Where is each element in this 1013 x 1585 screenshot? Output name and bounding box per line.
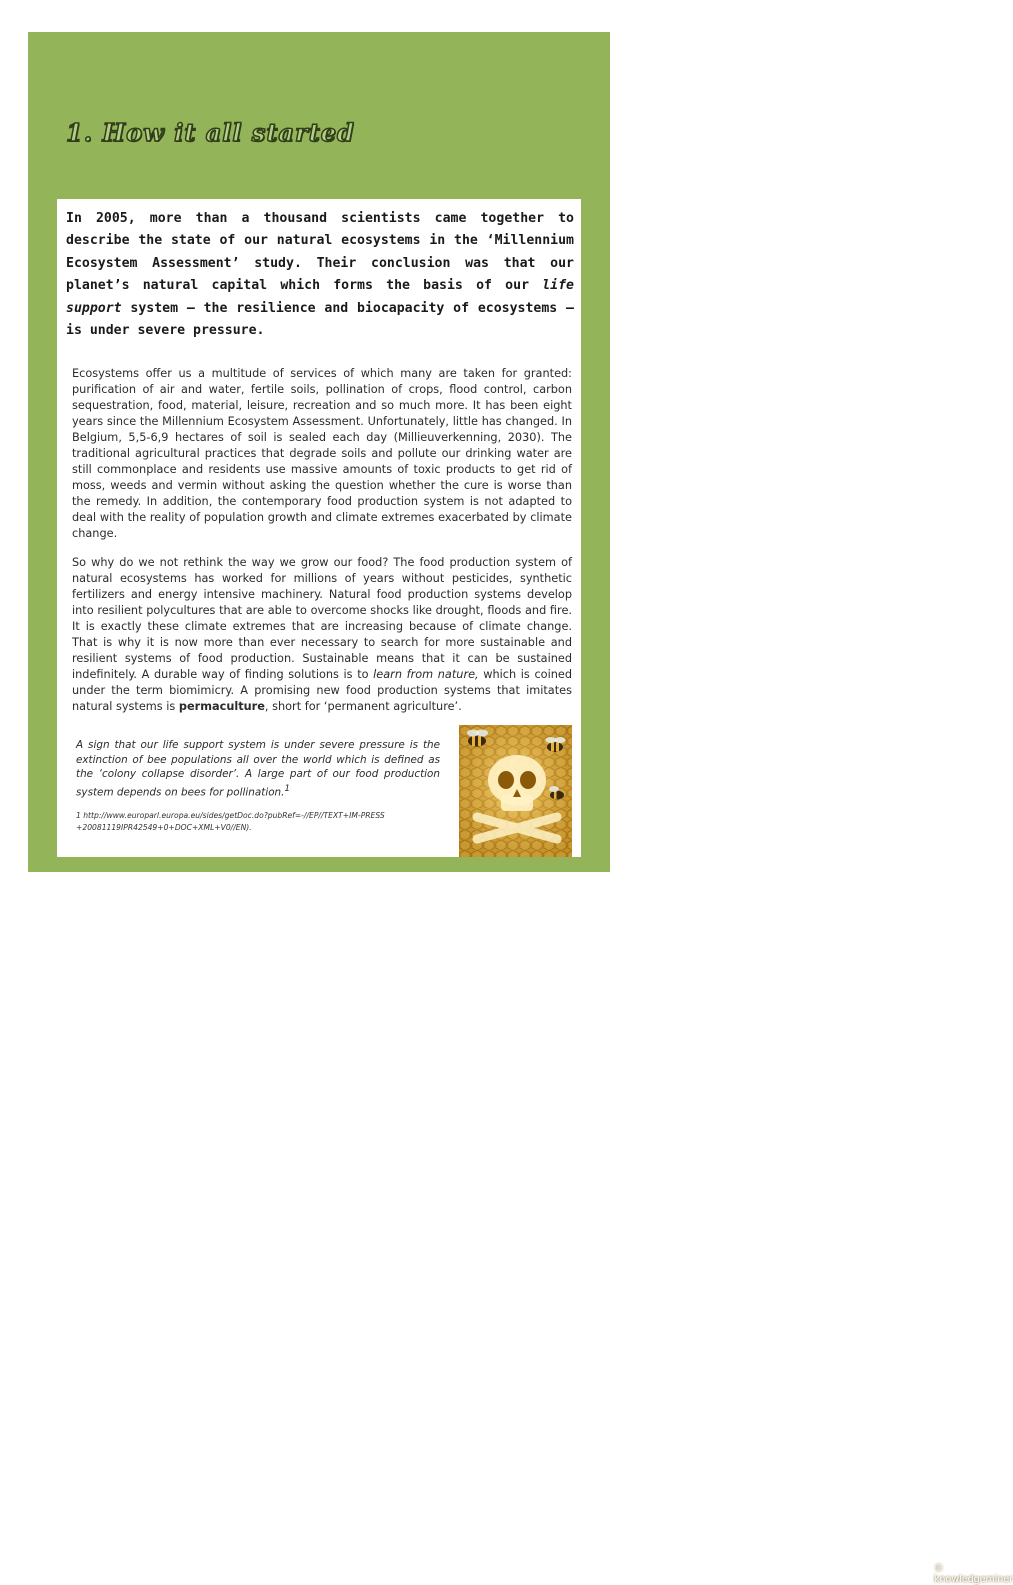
permaculture-term: permaculture bbox=[178, 700, 265, 713]
honeycomb-bee-photo bbox=[459, 725, 1013, 1585]
section-title: 1. How it all started bbox=[66, 118, 355, 147]
bee-note-text: A sign that our life support system is under severe pressure is the extinction of bee populations all over the world which is defined as the ‘colony collapse disorder’. A large part of our food production system depends on bees for pollination. bbox=[76, 739, 440, 799]
footnote: 1 http://www.europarl.europa.eu/sides/getDoc.do?pubRef=-//EP//TEXT+IM-PRESS +20081119IPR42549+0+DOC+XML+V0//EN). bbox=[76, 811, 385, 832]
intro-paragraph bbox=[66, 208, 574, 342]
photo-credit: © knowledgeminer bbox=[934, 1563, 1013, 1585]
honeycomb-skull-illustration bbox=[459, 725, 572, 857]
paragraph-2-middle: which is coined under the term biomimicry. A promising new food production systems that imitates natural systems is bbox=[72, 668, 572, 713]
body-paragraph-2 bbox=[72, 555, 572, 715]
bee-note bbox=[76, 738, 440, 800]
footnote-marker: 1 bbox=[284, 783, 290, 794]
paragraph-2-emphasis: learn from nature, bbox=[373, 668, 479, 681]
body-paragraph-1: Ecosystems offer us a multitude of services of which many are taken for granted: purification of air and water, fertile soils, pollination of crops, flood control, carbon sequestration, food, material, leisure, recreation and so much more. It has been eight years since the Millennium Ecosystem Assessment. Unfortunately, little has changed. In Belgium, 5,5-6,9 hectares of soil is sealed each day (Millieuverkenning, 2030). The traditional agricultural practices that degrade soils and pollute our drinking water are still commonplace and residents use massive amounts of toxic products to get rid of moss, weeds and vermin without asking the question whether the cure is worse than the remedy. In addition, the contemporary food production system is not adapted to deal with the reality of population growth and climate extremes exacerbated by climate change. bbox=[72, 367, 572, 540]
paragraph-2-end: , short for ‘permanent agriculture’. bbox=[264, 700, 462, 713]
intro-text-end: system – the resilience and biocapacity of ecosystems – is under severe pressure. bbox=[66, 300, 574, 339]
intro-text-start: In 2005, more than a thousand scientists came together to describe the state of our natural ecosystems in the ‘Millennium Ecosystem Assessment’ study. Their conclusion was that our planet’s natural capital which forms the basis of our bbox=[66, 211, 574, 294]
paragraph-2-start: So why do we not rethink the way we grow our food? The food production system of natural ecosystems has worked for millions of years without pesticides, synthetic fertilizers and energy intensive machinery. Natural food production systems develop into resilient polycultures that are able to overcome shocks like drought, floods and fire. It is exactly these climate extremes that are increasing because of climate change. That is why it is now more than ever necessary to search for more sustainable and resilient systems of food production. Sustainable means that it can be sustained indefinitely. A durable way of finding solutions is to bbox=[72, 556, 572, 681]
intro-emphasis: life support bbox=[66, 278, 574, 316]
